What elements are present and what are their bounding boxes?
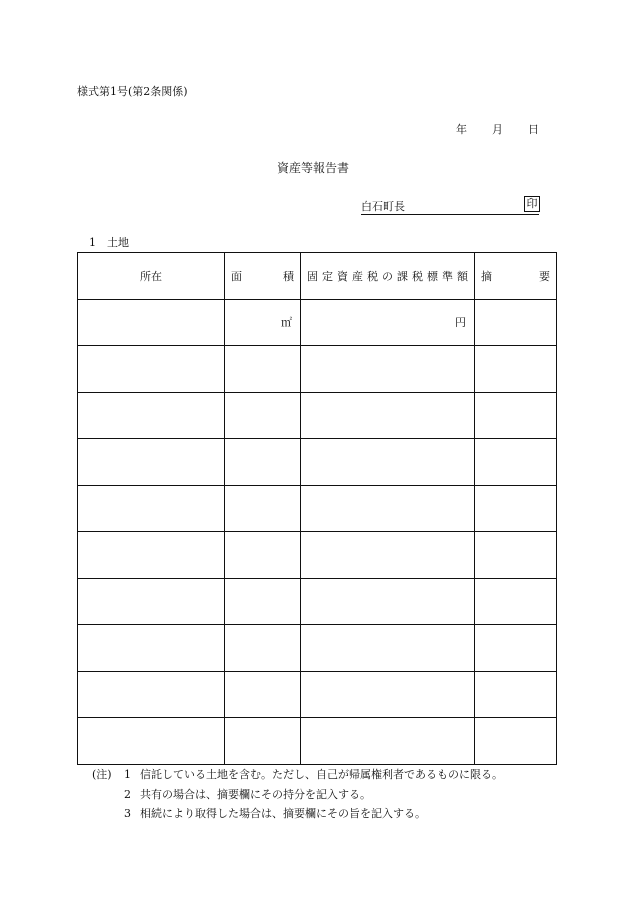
- cell-assessed-value[interactable]: [301, 625, 475, 672]
- recipient-name: 白石町長: [361, 200, 405, 213]
- table-row: [78, 439, 557, 486]
- value-unit: 円: [455, 316, 466, 330]
- cell-area[interactable]: [225, 485, 301, 532]
- table-row: [78, 532, 557, 579]
- cell-remarks[interactable]: [475, 532, 557, 579]
- cell-remarks[interactable]: [475, 392, 557, 439]
- cell-area[interactable]: [225, 671, 301, 718]
- table-row: [78, 299, 557, 346]
- table-row: [78, 578, 557, 625]
- date-year: 年: [456, 123, 467, 136]
- cell-assessed-value[interactable]: [301, 671, 475, 718]
- cell-assessed-value[interactable]: [301, 392, 475, 439]
- table-row: [78, 485, 557, 532]
- note-text: 相続により取得した場合は、摘要欄にその旨を記入する。: [140, 807, 426, 820]
- table-row: [78, 346, 557, 393]
- header-location: 所在: [78, 253, 225, 300]
- cell-assessed-value[interactable]: [301, 439, 475, 486]
- recipient-line: [361, 197, 539, 215]
- header-value-char: の: [382, 269, 393, 283]
- cell-area[interactable]: [225, 346, 301, 393]
- header-area-char: 積: [283, 269, 294, 283]
- cell-remarks[interactable]: [475, 578, 557, 625]
- header-value-char: 税: [412, 269, 423, 283]
- note-item: [124, 769, 503, 780]
- cell-area[interactable]: [225, 625, 301, 672]
- cell-area[interactable]: [225, 578, 301, 625]
- header-area-char: 面: [231, 269, 242, 283]
- header-value-char: 税: [367, 269, 378, 283]
- table-row: [78, 671, 557, 718]
- cell-assessed-value[interactable]: [301, 578, 475, 625]
- date-line: [456, 124, 539, 135]
- header-remarks-char: 要: [539, 269, 550, 283]
- header-value-char: 資: [337, 269, 348, 283]
- cell-area[interactable]: [225, 392, 301, 439]
- note-text: 信託している土地を含む。ただし、自己が帰属権利者であるものに限る。: [140, 768, 503, 781]
- cell-assessed-value[interactable]: [301, 485, 475, 532]
- cell-remarks[interactable]: [475, 718, 557, 765]
- cell-location[interactable]: [78, 439, 225, 486]
- note-number: 1: [124, 768, 131, 781]
- header-remarks: [475, 253, 557, 300]
- cell-area[interactable]: [225, 439, 301, 486]
- table-row: [78, 392, 557, 439]
- table-header-row: [78, 253, 557, 300]
- header-value-char: 産: [352, 269, 363, 283]
- cell-area[interactable]: [225, 532, 301, 579]
- cell-assessed-value[interactable]: [301, 346, 475, 393]
- land-table: [77, 252, 557, 765]
- header-remarks-char: 摘: [481, 269, 492, 283]
- cell-remarks[interactable]: [475, 439, 557, 486]
- cell-remarks[interactable]: [475, 299, 557, 346]
- date-month: 月: [492, 123, 503, 136]
- cell-assessed-value[interactable]: [301, 299, 475, 346]
- cell-assessed-value[interactable]: [301, 718, 475, 765]
- cell-location[interactable]: [78, 532, 225, 579]
- table-row: [78, 718, 557, 765]
- date-day: 日: [528, 123, 539, 136]
- area-unit: ㎡: [281, 316, 292, 330]
- header-area: [225, 253, 301, 300]
- note-number: 3: [124, 807, 131, 820]
- cell-remarks[interactable]: [475, 485, 557, 532]
- notes-label: (注): [92, 768, 112, 781]
- cell-location[interactable]: [78, 392, 225, 439]
- cell-remarks[interactable]: [475, 625, 557, 672]
- cell-remarks[interactable]: [475, 671, 557, 718]
- cell-area[interactable]: [225, 718, 301, 765]
- note-item: [124, 808, 426, 819]
- header-value-char: 課: [397, 269, 408, 283]
- header-value-char: 額: [457, 269, 468, 283]
- seal-mark: 印: [524, 196, 540, 212]
- cell-location[interactable]: [78, 485, 225, 532]
- form-code: 様式第1号(第2条関係): [77, 85, 188, 98]
- header-value-char: 定: [322, 269, 333, 283]
- header-assessed-value: [301, 253, 475, 300]
- cell-location[interactable]: [78, 718, 225, 765]
- header-value-char: 固: [307, 269, 318, 283]
- cell-remarks[interactable]: [475, 346, 557, 393]
- cell-area[interactable]: [225, 299, 301, 346]
- cell-location[interactable]: [78, 299, 225, 346]
- cell-location[interactable]: [78, 346, 225, 393]
- cell-location[interactable]: [78, 625, 225, 672]
- header-value-char: 標: [427, 269, 438, 283]
- cell-location[interactable]: [78, 671, 225, 718]
- header-value-char: 準: [442, 269, 453, 283]
- section-title: 1 土地: [89, 236, 129, 249]
- cell-location[interactable]: [78, 578, 225, 625]
- note-text: 共有の場合は、摘要欄にその持分を記入する。: [140, 788, 371, 801]
- cell-assessed-value[interactable]: [301, 532, 475, 579]
- table-row: [78, 625, 557, 672]
- note-item: [124, 789, 371, 800]
- page-title: 資産等報告書: [277, 161, 350, 175]
- note-number: 2: [124, 788, 131, 801]
